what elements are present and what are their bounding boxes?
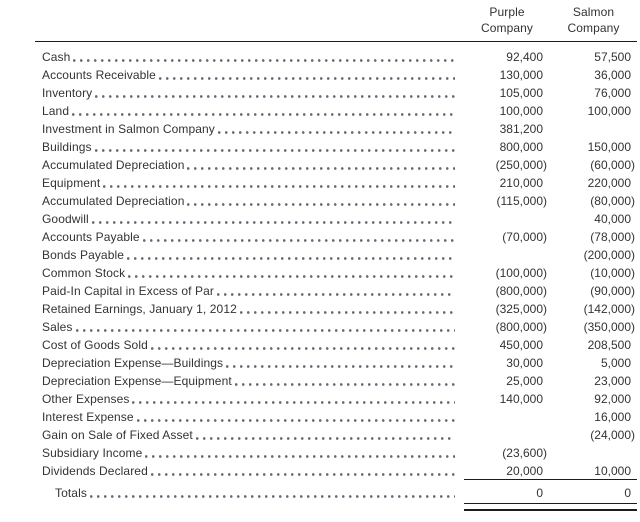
purple-company-value: 20,000 <box>464 462 550 480</box>
table-row <box>35 102 637 120</box>
column-header-purple-company <box>464 5 550 36</box>
purple-company-value: (325,000) <box>495 302 547 316</box>
table-row <box>35 462 637 480</box>
account-label: Accounts Receivable <box>42 68 156 82</box>
account-label: Cash <box>42 50 71 64</box>
table-row <box>35 444 637 462</box>
salmon-company-value: 220,000 <box>587 176 631 190</box>
row-labelwrap <box>35 426 464 444</box>
dot-leader <box>143 228 455 246</box>
table-row <box>35 264 637 282</box>
purple-company-value: (70,000) <box>502 230 547 244</box>
table-row <box>35 174 637 192</box>
purple-company-value <box>464 408 550 426</box>
totals-labelwrap <box>35 484 464 502</box>
row-labelwrap <box>35 84 464 102</box>
row-labelwrap <box>35 462 464 480</box>
account-label: Depreciation Expense—Equipment <box>42 374 232 388</box>
row-labelwrap <box>35 228 464 246</box>
salmon-company-value: (10,000) <box>590 266 635 280</box>
column-header-salmon-company <box>550 5 637 36</box>
salmon-company-value: 92,000 <box>594 392 631 406</box>
account-label: Subsidiary Income <box>42 446 143 460</box>
account-label: Interest Expense <box>42 410 134 424</box>
purple-company-value: (800,000) <box>495 284 547 298</box>
salmon-company-value: 40,000 <box>594 212 631 226</box>
table-row <box>35 210 637 228</box>
dot-leader <box>235 372 455 390</box>
account-label: Investment in Salmon Company <box>42 122 215 136</box>
account-label: Equipment <box>42 176 101 190</box>
salmon-company-value: (200,000) <box>583 248 635 262</box>
salmon-company-value: 76,000 <box>594 86 631 100</box>
row-labelwrap <box>35 390 464 408</box>
dot-leader <box>95 84 455 102</box>
salmon-company-value: (90,000) <box>590 284 635 298</box>
salmon-company-value: 36,000 <box>594 68 631 82</box>
dot-leader <box>72 102 455 120</box>
dot-leader <box>226 354 455 372</box>
table-row <box>35 282 637 300</box>
table-row <box>35 48 637 66</box>
table-row <box>35 228 637 246</box>
purple-company-value: 25,000 <box>506 374 543 388</box>
salmon-company-value: 5,000 <box>600 356 631 370</box>
table-row <box>35 192 637 210</box>
account-label: Inventory <box>42 86 93 100</box>
row-labelwrap <box>35 372 464 390</box>
dot-leader <box>151 336 455 354</box>
salmon-company-value <box>550 120 637 138</box>
column-header-salmon-line2: Company <box>567 20 620 35</box>
dot-leader <box>145 444 455 462</box>
row-labelwrap <box>35 408 464 426</box>
purple-company-value: 800,000 <box>499 140 543 154</box>
purple-company-value: 92,400 <box>506 50 543 64</box>
salmon-company-value: 16,000 <box>594 410 631 424</box>
row-labelwrap <box>35 138 464 156</box>
row-labelwrap <box>35 354 464 372</box>
account-label: Accounts Payable <box>42 230 140 244</box>
totals-salmon-value: 0 <box>550 484 637 502</box>
row-labelwrap <box>35 102 464 120</box>
salmon-company-value: (142,000) <box>583 302 635 316</box>
row-labelwrap <box>35 156 464 174</box>
dot-leader <box>73 48 455 66</box>
salmon-company-value: (78,000) <box>590 230 635 244</box>
dot-leader <box>218 120 455 138</box>
dot-leader <box>151 462 455 480</box>
account-rows <box>35 48 637 480</box>
row-labelwrap <box>35 120 464 138</box>
dot-leader <box>137 408 455 426</box>
purple-company-value: (250,000) <box>495 158 547 172</box>
dot-leader <box>196 426 455 444</box>
salmon-company-value: (350,000) <box>583 320 635 334</box>
dot-leader <box>187 156 455 174</box>
row-labelwrap <box>35 282 464 300</box>
totals-purple-value: 0 <box>464 484 550 502</box>
table-row <box>35 246 637 264</box>
account-label: Land <box>42 104 70 118</box>
dot-leader <box>127 246 455 264</box>
row-labelwrap <box>35 336 464 354</box>
account-label: Paid-In Capital in Excess of Par <box>42 284 214 298</box>
table-row <box>35 138 637 156</box>
table-row <box>35 120 637 138</box>
purple-company-value <box>464 210 550 228</box>
dot-leader <box>76 318 455 336</box>
row-labelwrap <box>35 192 464 210</box>
dot-leader <box>128 264 455 282</box>
account-label: Bonds Payable <box>42 248 125 262</box>
purple-company-value: (115,000) <box>496 194 547 208</box>
dot-leader <box>95 138 455 156</box>
purple-company-value <box>464 426 550 444</box>
purple-company-value: 30,000 <box>506 356 543 370</box>
row-labelwrap <box>35 444 464 462</box>
purple-company-value: 210,000 <box>499 176 543 190</box>
table-row <box>35 318 637 336</box>
purple-company-value: 105,000 <box>499 86 543 100</box>
dot-leader <box>240 300 455 318</box>
dot-leader <box>187 192 455 210</box>
salmon-company-value: 150,000 <box>587 140 631 154</box>
account-label: Gain on Sale of Fixed Asset <box>42 428 193 442</box>
purple-company-value: 381,200 <box>499 122 543 136</box>
account-label: Common Stock <box>42 266 126 280</box>
table-row <box>35 408 637 426</box>
table-row <box>35 426 637 444</box>
row-labelwrap <box>35 174 464 192</box>
purple-company-value: 130,000 <box>499 68 543 82</box>
salmon-company-value <box>550 444 637 462</box>
table-row <box>35 354 637 372</box>
account-label: Buildings <box>42 140 92 154</box>
column-header-purple-line2: Company <box>480 20 534 35</box>
row-labelwrap <box>35 66 464 84</box>
salmon-company-value: 57,500 <box>594 50 631 64</box>
dot-leader <box>90 484 455 502</box>
account-label: Retained Earnings, January 1, 2012 <box>42 302 237 316</box>
salmon-company-value: 100,000 <box>587 104 631 118</box>
purple-company-value: (800,000) <box>495 320 547 334</box>
account-label: Cost of Goods Sold <box>42 338 148 352</box>
header-rule <box>35 41 637 42</box>
row-labelwrap <box>35 264 464 282</box>
table-row <box>35 84 637 102</box>
account-label: Accumulated Depreciation <box>42 158 185 172</box>
salmon-company-value: 23,000 <box>594 374 631 388</box>
dot-leader <box>132 390 455 408</box>
dot-leader <box>92 210 455 228</box>
table-row <box>35 336 637 354</box>
salmon-company-value: 208,500 <box>587 338 631 352</box>
table-row <box>35 156 637 174</box>
dot-leader <box>103 174 455 192</box>
purple-company-value: (100,000) <box>495 266 547 280</box>
table-header <box>35 5 637 36</box>
header-spacer <box>35 5 464 36</box>
account-label: Accumulated Depreciation <box>42 194 185 208</box>
table-row <box>35 372 637 390</box>
account-label: Dividends Declared <box>42 464 148 478</box>
account-label: Sales <box>42 320 73 334</box>
salmon-company-value: (80,000) <box>590 194 635 208</box>
row-labelwrap <box>35 210 464 228</box>
salmon-company-value: (24,000) <box>590 428 635 442</box>
purple-company-value: 140,000 <box>499 392 543 406</box>
purple-company-value: (23,600) <box>502 446 547 460</box>
dot-leader <box>217 282 455 300</box>
row-labelwrap <box>35 300 464 318</box>
column-header-salmon-line1: Salmon <box>572 5 615 19</box>
table-row <box>35 66 637 84</box>
account-label: Other Expenses <box>42 392 130 406</box>
account-label: Depreciation Expense—Buildings <box>42 356 224 370</box>
table-row <box>35 390 637 408</box>
dot-leader <box>159 66 455 84</box>
account-label: Goodwill <box>42 212 89 226</box>
purple-company-value: 450,000 <box>499 338 543 352</box>
row-labelwrap <box>35 318 464 336</box>
purple-company-value: 100,000 <box>499 104 543 118</box>
row-labelwrap <box>35 48 464 66</box>
table-row <box>35 300 637 318</box>
totals-row <box>35 484 637 502</box>
totals-label: Totals <box>55 486 87 500</box>
salmon-company-value: 10,000 <box>550 462 637 480</box>
column-header-purple-line1: Purple <box>489 5 525 19</box>
salmon-company-value: (60,000) <box>590 158 635 172</box>
row-labelwrap <box>35 246 464 264</box>
purple-company-value <box>464 246 550 264</box>
